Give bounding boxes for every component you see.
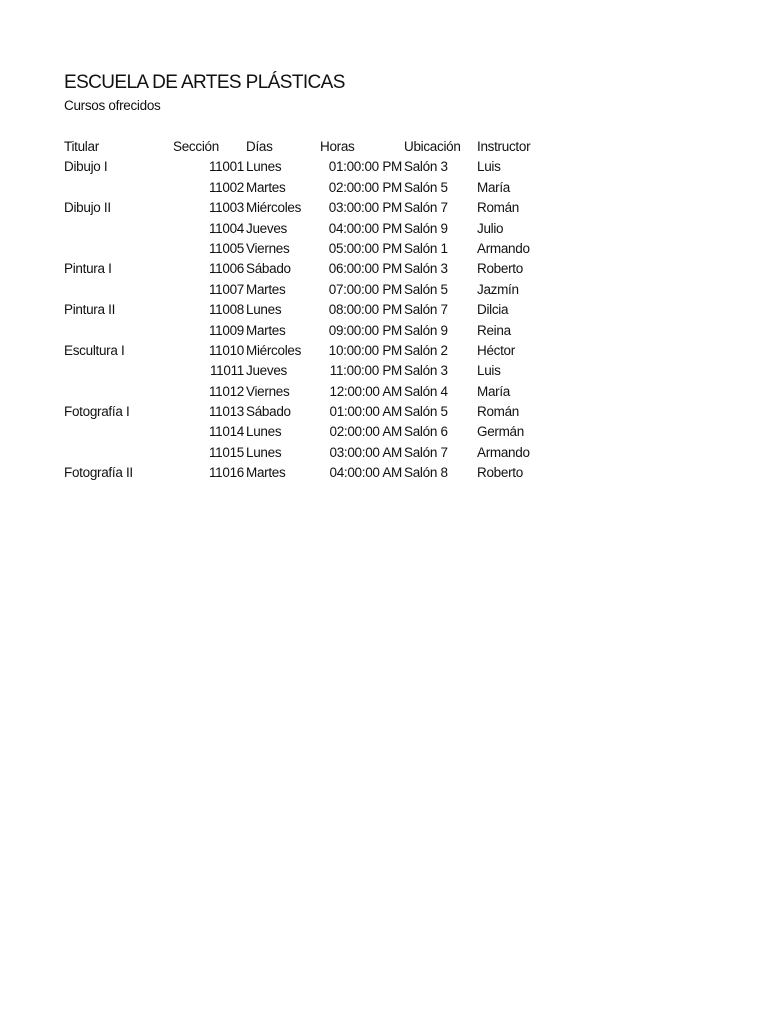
cell-seccion: 11009: [208, 322, 244, 338]
cell-seccion: 11014: [208, 424, 244, 440]
table-row: [0, 361, 768, 381]
header-seccion: Sección: [173, 139, 219, 154]
table-row: [0, 300, 768, 320]
cell-titular: Dibujo II: [64, 200, 111, 216]
header-ubicacion: Ubicación: [404, 139, 461, 154]
cell-instructor: Luis: [477, 363, 501, 379]
cell-ubicacion: Salón 9: [404, 322, 448, 338]
cell-ubicacion: Salón 5: [404, 404, 448, 420]
cell-ubicacion: Salón 1: [404, 240, 448, 256]
cell-horas: 12:00:00 AM: [329, 383, 402, 399]
table-header-row: [0, 137, 768, 157]
cell-ubicacion: Salón 7: [404, 200, 448, 216]
cell-instructor: Román: [477, 404, 520, 420]
document-title: ESCUELA DE ARTES PLÁSTICAS: [64, 72, 345, 93]
cell-horas: 06:00:00 PM: [328, 261, 402, 277]
cell-horas: 02:00:00 AM: [329, 424, 402, 440]
cell-dias: Jueves: [246, 220, 287, 236]
cell-dias: Martes: [246, 179, 286, 195]
table-row: [0, 341, 768, 361]
cell-seccion: 11013: [208, 404, 244, 420]
cell-dias: Viernes: [246, 240, 290, 256]
cell-instructor: Germán: [477, 424, 524, 440]
table-row: [0, 259, 768, 279]
cell-horas: 03:00:00 PM: [328, 200, 402, 216]
cell-seccion: 11008: [208, 302, 244, 318]
cell-ubicacion: Salón 2: [404, 342, 448, 358]
table-row: [0, 463, 768, 483]
cell-horas: 07:00:00 PM: [328, 281, 402, 297]
cell-instructor: Héctor: [477, 342, 515, 358]
cell-ubicacion: Salón 8: [404, 465, 448, 481]
cell-dias: Lunes: [246, 444, 282, 460]
courses-table: [0, 137, 768, 484]
cell-dias: Martes: [246, 322, 286, 338]
cell-horas: 10:00:00 PM: [328, 342, 402, 358]
cell-instructor: Julio: [477, 220, 504, 236]
cell-titular: Escultura I: [64, 342, 125, 358]
cell-horas: 09:00:00 PM: [328, 322, 402, 338]
table-row: [0, 178, 768, 198]
cell-instructor: Armando: [477, 240, 530, 256]
cell-ubicacion: Salón 9: [404, 220, 448, 236]
cell-dias: Lunes: [246, 424, 282, 440]
cell-seccion: 11007: [208, 281, 244, 297]
table-row: [0, 157, 768, 177]
cell-ubicacion: Salón 7: [404, 444, 448, 460]
table-row: [0, 280, 768, 300]
cell-horas: 04:00:00 AM: [329, 465, 402, 481]
cell-dias: Jueves: [246, 363, 287, 379]
header-titular: Titular: [64, 139, 99, 154]
document-subtitle: Cursos ofrecidos: [64, 98, 161, 113]
cell-instructor: Roberto: [477, 465, 523, 481]
cell-seccion: 11016: [208, 465, 244, 481]
cell-titular: Fotografía II: [64, 465, 133, 481]
cell-seccion: 11005: [208, 240, 244, 256]
cell-instructor: Román: [477, 200, 520, 216]
cell-titular: Dibujo I: [64, 159, 108, 175]
cell-horas: 03:00:00 AM: [329, 444, 402, 460]
cell-ubicacion: Salón 3: [404, 261, 448, 277]
cell-seccion: 11004: [208, 220, 244, 236]
cell-ubicacion: Salón 6: [404, 424, 448, 440]
cell-ubicacion: Salón 3: [404, 159, 448, 175]
cell-titular: Pintura II: [64, 302, 116, 318]
cell-seccion: 11003: [208, 200, 244, 216]
cell-dias: Martes: [246, 281, 286, 297]
cell-dias: Miércoles: [246, 342, 302, 358]
cell-instructor: Jazmín: [477, 281, 519, 297]
cell-horas: 02:00:00 PM: [328, 179, 402, 195]
table-row: [0, 422, 768, 442]
cell-seccion: 11010: [208, 342, 244, 358]
cell-dias: Lunes: [246, 159, 282, 175]
table-row: [0, 382, 768, 402]
cell-instructor: Dilcia: [477, 302, 509, 318]
cell-seccion: 11015: [208, 444, 244, 460]
cell-seccion: 11006: [208, 261, 244, 277]
cell-instructor: Armando: [477, 444, 530, 460]
cell-horas: 01:00:00 AM: [329, 404, 402, 420]
cell-seccion: 11011: [209, 363, 244, 379]
cell-horas: 08:00:00 PM: [328, 302, 402, 318]
table-row: [0, 402, 768, 422]
cell-seccion: 11012: [208, 383, 244, 399]
cell-titular: Fotografía I: [64, 404, 130, 420]
cell-instructor: María: [477, 179, 511, 195]
table-row: [0, 443, 768, 463]
table-row: [0, 321, 768, 341]
header-instructor: Instructor: [477, 139, 531, 154]
cell-horas: 05:00:00 PM: [328, 240, 402, 256]
cell-seccion: 11002: [208, 179, 244, 195]
cell-dias: Miércoles: [246, 200, 302, 216]
cell-instructor: Reina: [477, 322, 511, 338]
cell-seccion: 11001: [208, 159, 244, 175]
cell-dias: Sábado: [246, 261, 291, 277]
cell-ubicacion: Salón 5: [404, 281, 448, 297]
cell-titular: Pintura I: [64, 261, 112, 277]
cell-instructor: Roberto: [477, 261, 523, 277]
cell-horas: 11:00:00 PM: [329, 363, 402, 379]
cell-dias: Lunes: [246, 302, 282, 318]
table-row: [0, 219, 768, 239]
table-row: [0, 239, 768, 259]
table-row: [0, 198, 768, 218]
cell-ubicacion: Salón 4: [404, 383, 448, 399]
cell-ubicacion: Salón 5: [404, 179, 448, 195]
cell-dias: Sábado: [246, 404, 291, 420]
cell-instructor: María: [477, 383, 511, 399]
header-horas: Horas: [320, 139, 355, 154]
cell-ubicacion: Salón 3: [404, 363, 448, 379]
cell-dias: Viernes: [246, 383, 290, 399]
cell-horas: 01:00:00 PM: [328, 159, 402, 175]
cell-ubicacion: Salón 7: [404, 302, 448, 318]
cell-instructor: Luis: [477, 159, 501, 175]
cell-dias: Martes: [246, 465, 286, 481]
header-dias: Días: [246, 139, 273, 154]
cell-horas: 04:00:00 PM: [328, 220, 402, 236]
